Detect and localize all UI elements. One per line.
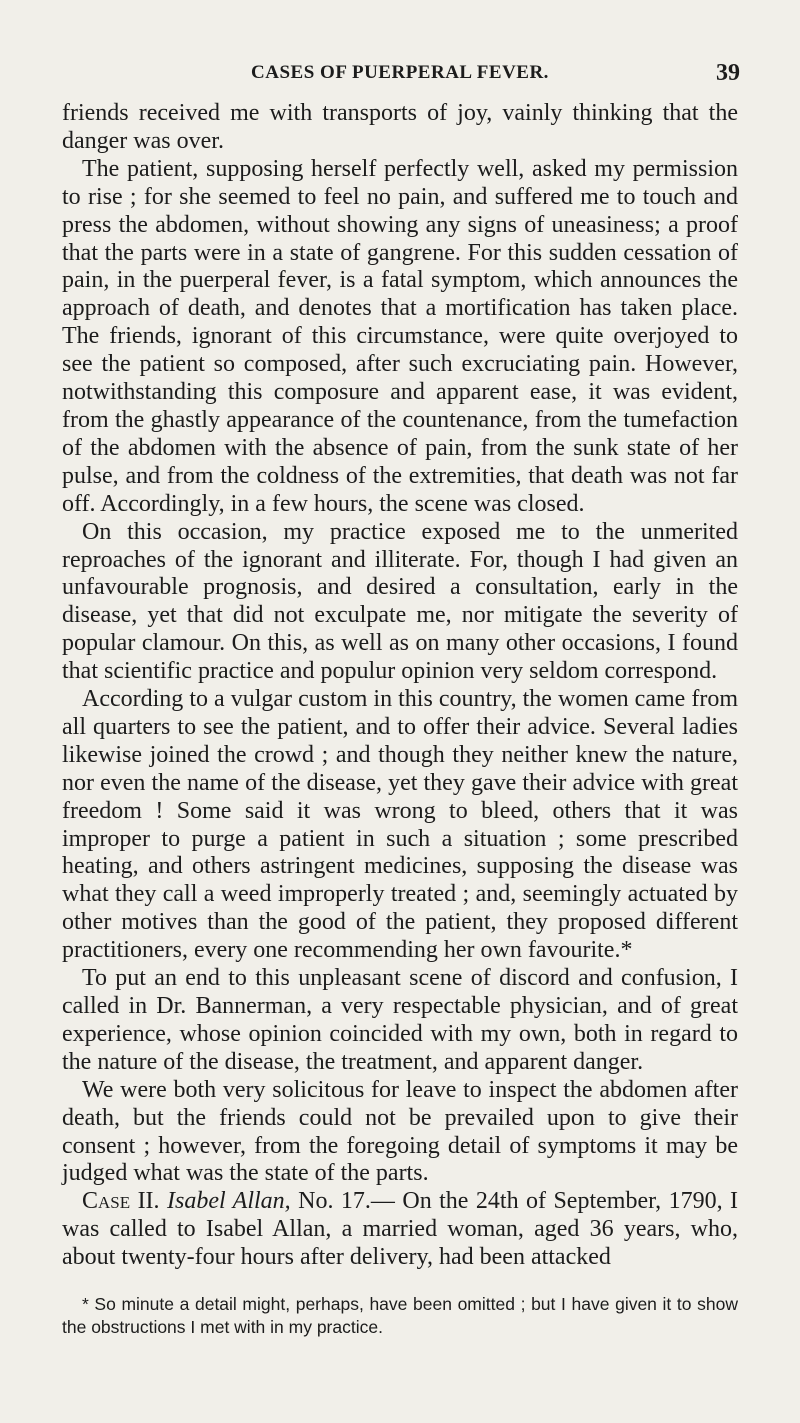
paragraph-case-two: [62, 1188, 738, 1272]
paragraph-continued: friends received me with transports of joy, vainly thinking that the danger was over.: [62, 100, 738, 154]
paragraph-vulgar-custom: According to a vulgar custom in this country, the women came from all quarters to see the patient, and to offer their advice. Several ladies likewise joined the crowd ; and though they neither knew the nature, nor even the name of the disease, yet they gave their advice with great freedom ! Some said it was wrong to bleed, others that it was improper to purge a patient in such a situation ; some prescribed heating, and others astringent medicines, supposing the disease was what they call a weed improperly treated ; and, seemingly actuated by other motives than the good of the patient, they proposed different practitioners, every one recommending her own favourite.*: [62, 686, 738, 964]
running-head: [0, 60, 800, 88]
running-title: CASES OF PUERPERAL FEVER.: [251, 62, 549, 83]
paragraph-reproaches: On this occasion, my practice exposed me to the unmerited reproaches of the ignorant and illiterate. For, though I had given an unfavourable prognosis, and desired a consultation, early in the disease, yet that did not exculpate me, nor mitigate the severity of popular clamour. On this, as well as on many other occasions, I found that scientific practice and populur opinion very seldom correspond.: [62, 518, 738, 685]
paragraph-dr-bannerman: To put an end to this unpleasant scene of discord and confusion, I called in Dr. Bannerman, a very respectable physician, and of great experience, whose opinion coincided with my own, both in regard to the nature of the disease, the treatment, and apparent danger.: [62, 965, 738, 1075]
paragraph-patient-composure: The patient, supposing herself perfectly well, asked my permission to rise ; for she seemed to feel no pain, and suffered me to touch and press the abdomen, without showing any signs of uneasiness; a proof that the parts were in a state of gangrene. For this sudden cessation of pain, in the puerperal fever, is a fatal symptom, which announces the approach of death, and denotes that a mortification has taken place. The friends, ignorant of this circumstance, were quite overjoyed to see the patient so composed, after such excruciating pain. However, notwithstanding this composure and apparent ease, it was evident, from the ghastly appearance of the countenance, from the tumefaction of the abdomen with the absence of pain, from the sunk state of her pulse, and from the coldness of the extremities, that death was not far off. Accordingly, in a few hours, the scene was closed.: [62, 155, 738, 517]
page-number: 39: [716, 60, 740, 86]
footnote: [62, 1293, 738, 1339]
paragraph-inspect-abdomen: We were both very solicitous for leave to inspect the abdomen after death, but the friends could not be prevailed upon to give their consent ; however, from the foregoing detail of symptoms it may be judged what was the state of the parts.: [62, 1076, 738, 1187]
case-two-text: No. 17.— On the 24th of September, 1790, I was called to Isabel Allan, a married woman, aged 36 years, who, about twenty-four hours after delivery, had been attacked: [62, 1188, 739, 1271]
patient-name: Isabel Allan,: [167, 1188, 291, 1215]
case-label: Case II.: [82, 1188, 160, 1215]
footnote-text: * So minute a detail might, perhaps, have been omitted ; but I have given it to show the obstructions I met with in my practice.: [62, 1294, 738, 1337]
body-text: [62, 100, 738, 1272]
